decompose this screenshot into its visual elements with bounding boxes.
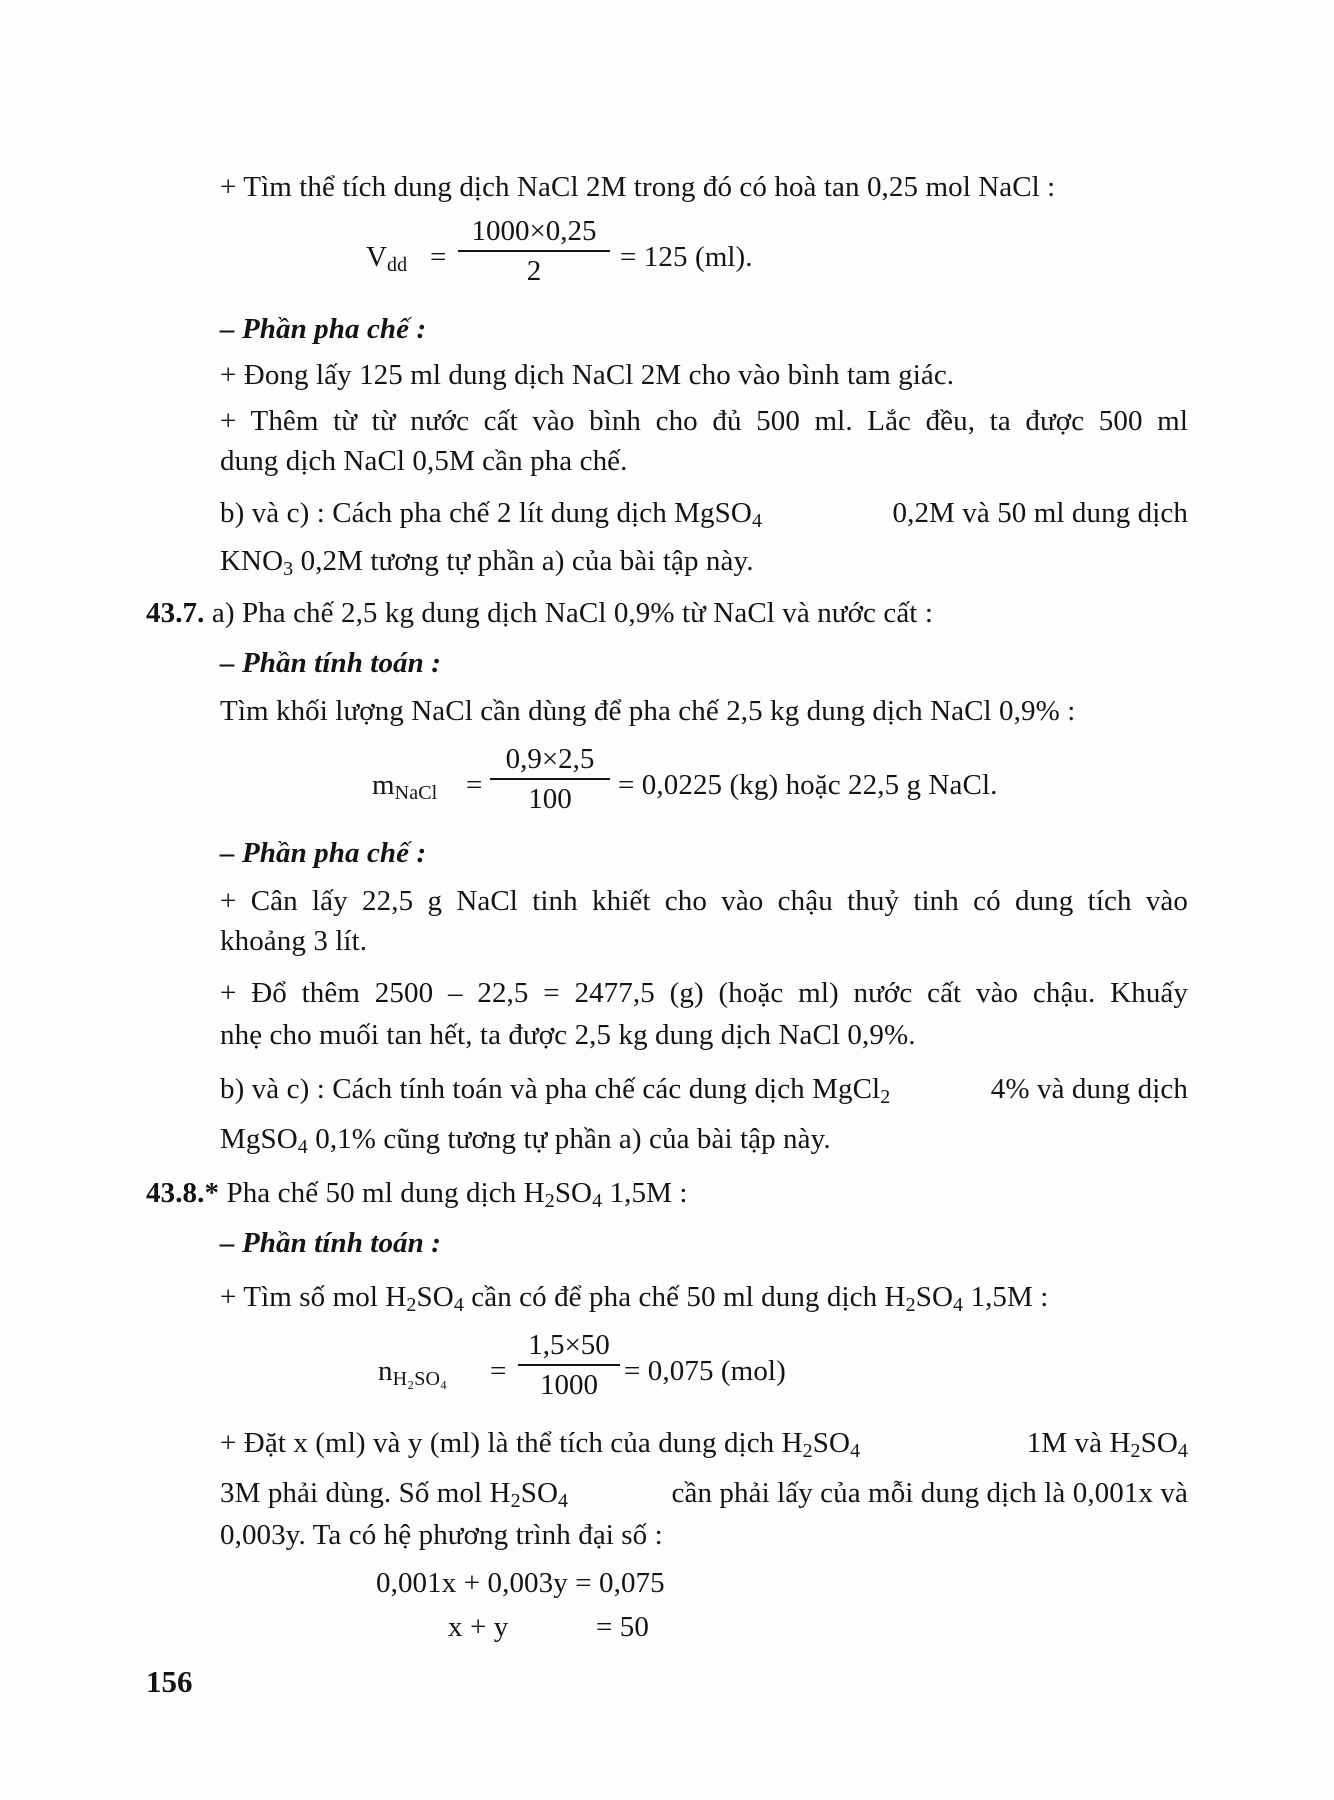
formula-result: = 0,075 (mol) bbox=[624, 1355, 786, 1387]
text-line: b) và c) : Cách tính toán và pha chế các dung dịch MgCl$_2$ 4% và dung dịch bbox=[220, 1073, 1188, 1108]
exercise-number: 43.8.* bbox=[146, 1177, 220, 1209]
section-heading: – Phần pha chế : bbox=[220, 837, 427, 869]
fraction-denominator: 100 bbox=[528, 783, 572, 815]
equation-1: 0,001x + 0,003y = 0,075 bbox=[376, 1567, 665, 1599]
fraction-3 bbox=[518, 1328, 620, 1402]
exercise-43-7: 43.7. a) Pha chế 2,5 kg dung dịch NaCl 0,9% từ NaCl và nước cất : bbox=[146, 597, 933, 629]
equation-2-rhs: = 50 bbox=[596, 1611, 650, 1643]
text-line: Tìm khối lượng NaCl cần dùng để pha chế 2,5 kg dung dịch NaCl 0,9% : bbox=[220, 695, 1076, 727]
text-line: b) và c) : Cách pha chế 2 lít dung dịch MgSO$_4$ 0,2M và 50 ml dung dịch bbox=[220, 497, 1188, 532]
fraction-denominator: 2 bbox=[526, 255, 542, 287]
text-line: + Thêm từ từ nước cất vào bình cho đủ 500 ml. Lắc đều, ta được 500 ml bbox=[220, 405, 1188, 437]
text-line: dung dịch NaCl 0,5M cần pha chế. bbox=[220, 445, 628, 477]
formula-equals: = bbox=[466, 769, 483, 801]
formula-equals: = bbox=[490, 1355, 507, 1387]
text-line: 3M phải dùng. Số mol $H_2SO_4$ cần phải lấy của mỗi dung dịch là 0,001x và bbox=[220, 1477, 1188, 1512]
page-number: 156 bbox=[146, 1664, 193, 1699]
fraction-numerator: 1000×0,25 bbox=[471, 215, 597, 247]
formula-vdd-symbol: $V_{dd}$ bbox=[366, 241, 408, 276]
text-line: + Cân lấy 22,5 g NaCl tinh khiết cho vào chậu thuỷ tinh có dung tích vào bbox=[220, 885, 1188, 917]
text-line: + Tìm số mol $H_2SO_4$ cần có để pha chế 50 ml dung dịch $H_2SO_4$ 1,5M : bbox=[220, 1281, 1049, 1316]
text-line: khoảng 3 lít. bbox=[220, 925, 368, 957]
formula-result: = 0,0225 (kg) hoặc 22,5 g NaCl. bbox=[618, 769, 998, 801]
text-line: 0,003y. Ta có hệ phương trình đại số : bbox=[220, 1519, 663, 1551]
fraction-numerator: 1,5×50 bbox=[528, 1329, 610, 1361]
fraction-2 bbox=[490, 742, 610, 816]
fraction-denominator: 1000 bbox=[540, 1369, 598, 1401]
fraction-numerator: 0,9×2,5 bbox=[505, 743, 595, 775]
text-line: + Đổ thêm 2500 – 22,5 = 2477,5 (g) (hoặc ml) nước cất vào chậu. Khuấy bbox=[220, 977, 1188, 1009]
text-line: MgSO$_4$ 0,1% cũng tương tự phần a) của bài tập này. bbox=[220, 1123, 831, 1158]
formula-mnacl-symbol: $m_{NaCl}$ bbox=[372, 769, 438, 804]
section-heading: – Phần tính toán : bbox=[220, 647, 441, 679]
text-line: + Tìm thể tích dung dịch NaCl 2M trong đó có hoà tan 0,25 mol NaCl : bbox=[220, 171, 1056, 203]
section-heading: – Phần pha chế : bbox=[220, 313, 427, 345]
text-line: nhẹ cho muối tan hết, ta được 2,5 kg dung dịch NaCl 0,9%. bbox=[220, 1019, 916, 1051]
exercise-number: 43.7. bbox=[146, 597, 205, 629]
formula-nh2so4-symbol: $n_{H_2SO_4}$ bbox=[378, 1355, 448, 1390]
fraction-1 bbox=[458, 214, 610, 288]
text-line: + Đong lấy 125 ml dung dịch NaCl 2M cho vào bình tam giác. bbox=[220, 359, 955, 391]
formula-result: = 125 (ml). bbox=[620, 241, 753, 273]
text-line: $KNO_3$ 0,2M tương tự phần a) của bài tập này. bbox=[220, 545, 754, 580]
formula-equals: = bbox=[430, 241, 447, 273]
section-heading: – Phần tính toán : bbox=[220, 1227, 441, 1259]
text-line: + Đặt x (ml) và y (ml) là thể tích của dung dịch $H_2SO_4$ 1M và $H_2SO_4$ bbox=[220, 1427, 1188, 1462]
equation-2-lhs: x + y bbox=[448, 1611, 509, 1643]
exercise-43-8: 43.8.* Pha chế 50 ml dung dịch $H_2SO_4$ 1,5M : bbox=[146, 1177, 688, 1212]
